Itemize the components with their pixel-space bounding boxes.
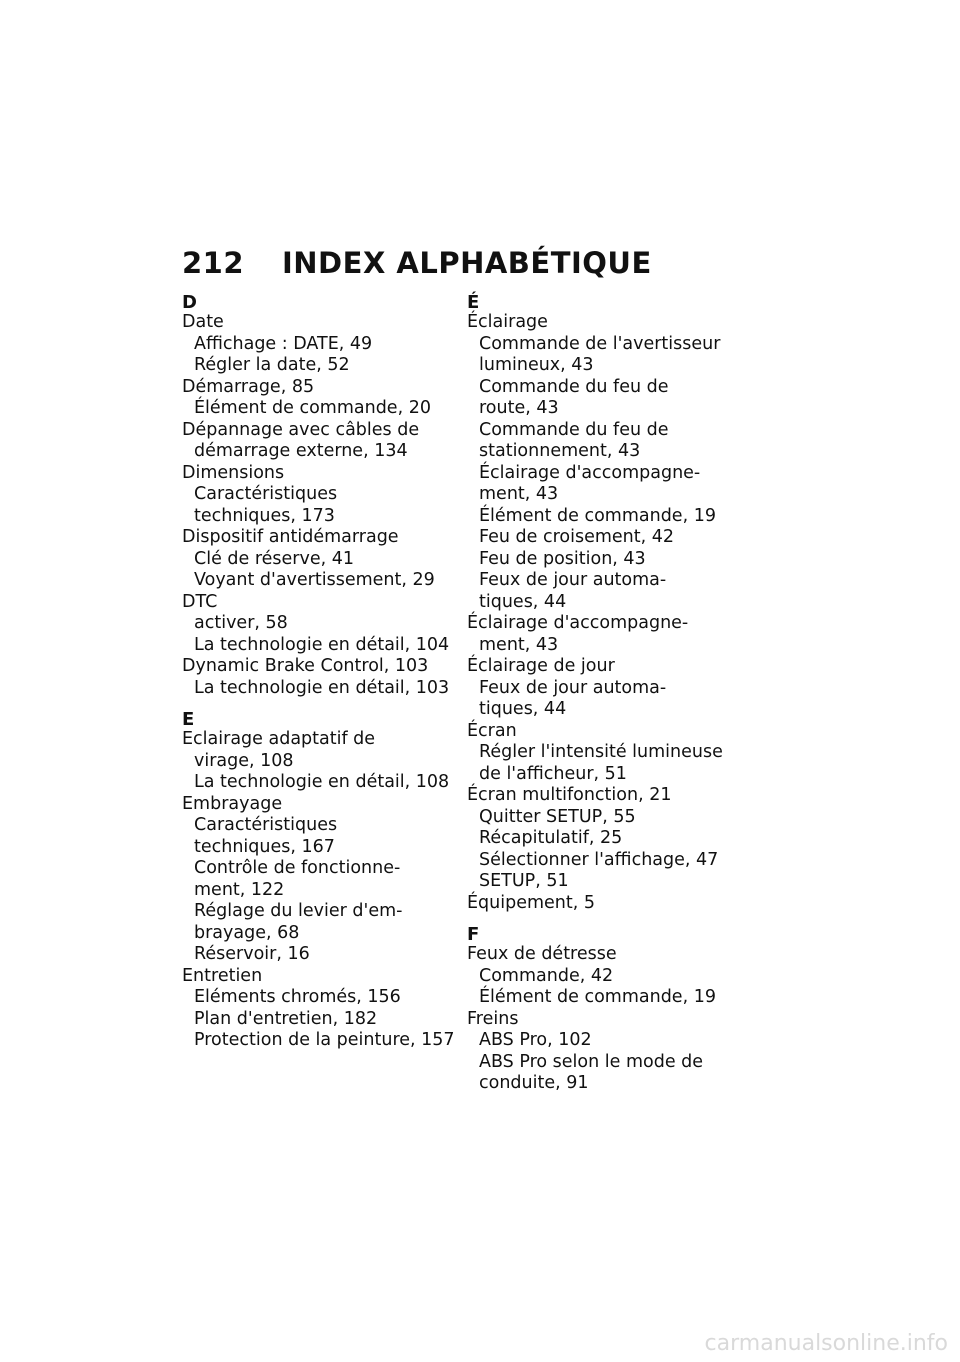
index-subentry: lumineux, 43 <box>479 355 594 375</box>
index-subentry: Quitter SETUP, 55 <box>479 806 636 827</box>
index-entry: Dépannage avec câbles de <box>182 419 420 440</box>
index-subentry: Sélectionner l'affichage, 47 <box>479 849 719 870</box>
index-subentry: Élément de commande, 19 <box>479 505 716 526</box>
index-subentry: La technologie en détail, 104 <box>194 634 450 655</box>
index-subentry: ment, 43 <box>479 484 559 504</box>
index-entry: Écran multifonction, 21 <box>467 785 672 805</box>
index-subentry: Commande du feu de <box>479 419 669 440</box>
index-entry: Entretien <box>182 965 263 986</box>
section-letter-e: E <box>182 709 195 730</box>
index-subentry: tiques, 44 <box>479 699 567 719</box>
index-subentry: conduite, 91 <box>479 1073 589 1093</box>
index-subentry: Caractéristiques <box>194 484 338 504</box>
section-letter-f: F <box>467 924 480 945</box>
index-entry: Dynamic Brake Control, 103 <box>182 656 429 676</box>
index-subentry: virage, 108 <box>194 750 294 771</box>
index-entry: Équipement, 5 <box>467 892 596 913</box>
index-subentry: Feux de jour automa- <box>479 677 667 698</box>
index-subentry: Commande du feu de <box>479 376 669 397</box>
index-entry: DTC <box>182 591 218 612</box>
page-number: 212 <box>182 246 245 280</box>
index-subentry: La technologie en détail, 108 <box>194 772 450 792</box>
index-subentry: Éclairage d'accompagne- <box>479 462 701 483</box>
index-subentry: ABS Pro selon le mode de <box>479 1051 704 1072</box>
index-subentry: La technologie en détail, 103 <box>194 677 450 698</box>
index-entry: Écran <box>467 720 517 741</box>
index-subentry: stationnement, 43 <box>479 441 641 461</box>
index-entry: Dimensions <box>182 462 285 483</box>
index-subentry: Eléments chromés, 156 <box>194 987 401 1007</box>
index-subentry: de l'afficheur, 51 <box>479 763 627 784</box>
index-subentry: Élément de commande, 19 <box>479 987 716 1007</box>
index-entry: Embrayage <box>182 793 283 814</box>
index-entry: Date <box>182 312 224 332</box>
index-subentry: Commande, 42 <box>479 965 614 986</box>
index-subentry: SETUP, 51 <box>479 871 569 891</box>
index-subentry: route, 43 <box>479 398 559 418</box>
section-e-entries <box>182 729 457 1052</box>
index-entry: Freins <box>467 1008 519 1029</box>
section-letter-d: D <box>182 292 197 313</box>
index-subentry: ment, 122 <box>194 879 285 900</box>
index-entry: Éclairage d'accompagne- <box>467 613 689 633</box>
index-entry: Feux de détresse <box>467 944 617 964</box>
section-letter-e-acute: É <box>467 292 480 313</box>
section-f-entries <box>467 944 742 1095</box>
index-subentry: Régler l'intensité lumineuse <box>479 742 723 762</box>
index-subentry: tiques, 44 <box>479 591 567 612</box>
index-subentry: démarrage externe, 134 <box>194 441 408 461</box>
index-entry: Éclairage <box>467 312 548 332</box>
index-entry: Dispositif antidémarrage <box>182 527 399 547</box>
page-title: INDEX ALPHABÉTIQUE <box>282 246 652 280</box>
index-subentry: Feu de position, 43 <box>479 548 646 569</box>
watermark: carmanualsonline.info <box>704 1331 948 1356</box>
index-subentry: activer, 58 <box>194 613 288 633</box>
index-subentry: Élément de commande, 20 <box>194 398 431 418</box>
index-subentry: Affichage : DATE, 49 <box>194 333 373 354</box>
section-e-acute-entries <box>467 312 742 914</box>
index-entry: Démarrage, 85 <box>182 376 315 397</box>
index-entry: Éclairage de jour <box>467 656 615 676</box>
index-subentry: Voyant d'avertissement, 29 <box>194 570 435 590</box>
index-column-left <box>182 294 457 1052</box>
index-subentry: Réservoir, 16 <box>194 944 310 964</box>
index-subentry: Caractéristiques <box>194 815 338 835</box>
index-subentry: brayage, 68 <box>194 922 300 943</box>
index-subentry: Régler la date, 52 <box>194 355 350 375</box>
index-subentry: Commande de l'avertisseur <box>479 333 721 354</box>
index-entry: Eclairage adaptatif de <box>182 729 376 749</box>
index-subentry: ment, 43 <box>479 634 559 655</box>
index-subentry: Feu de croisement, 42 <box>479 527 675 547</box>
section-d-entries <box>182 312 457 699</box>
index-subentry: Réglage du levier d'em- <box>194 901 403 921</box>
index-subentry: ABS Pro, 102 <box>479 1030 592 1050</box>
index-column-right <box>467 294 742 1095</box>
index-subentry: Plan d'entretien, 182 <box>194 1008 378 1029</box>
index-subentry: Protection de la peinture, 157 <box>194 1030 455 1050</box>
index-subentry: techniques, 167 <box>194 836 335 857</box>
index-subentry: Feux de jour automa- <box>479 570 667 590</box>
index-subentry: Contrôle de fonctionne- <box>194 858 401 878</box>
page-header <box>182 246 652 280</box>
index-subentry: techniques, 173 <box>194 505 335 526</box>
index-subentry: Récapitulatif, 25 <box>479 828 623 848</box>
index-subentry: Clé de réserve, 41 <box>194 548 355 569</box>
